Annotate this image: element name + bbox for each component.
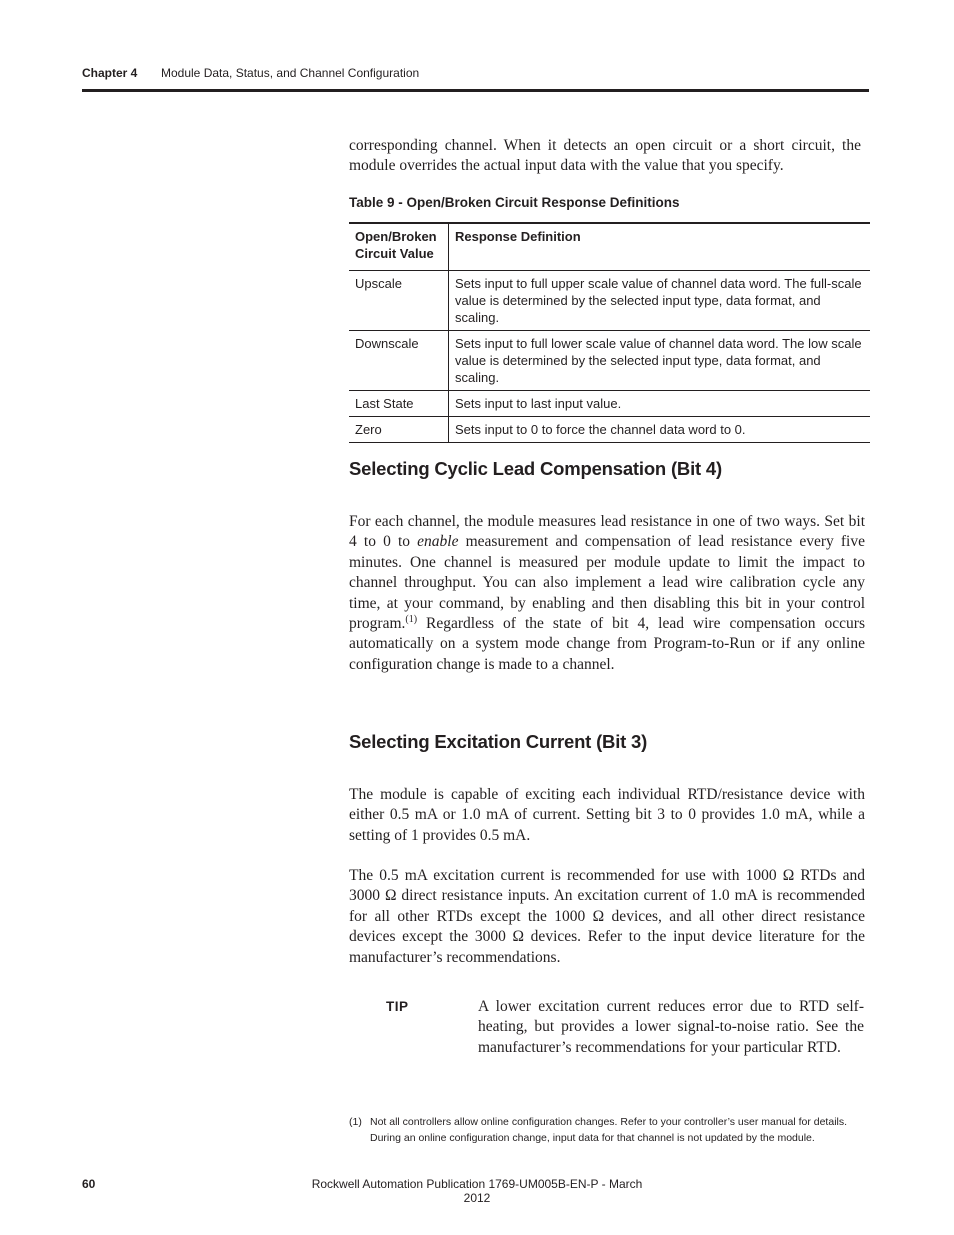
table-row [349,331,870,391]
intro-text: corresponding channel. When it detects an open circuit or a short circuit, the module overrides the actual input data with the value that you specify. [349,137,861,175]
column-header-value: Open/Broken Circuit Value [349,223,449,271]
table-cell-value: Last State [349,391,449,417]
column-header-definition: Response Definition [455,229,581,244]
lead-text-part2: measurement and compensation of lead resistance every five minutes. One channel is measured per module update to limit the impact to channel throughput. You can also implement a lead wire calibration cycle any time, at your command, by enabling and then disabling this bit in your control program. [349,533,865,633]
tip-label: TIP [386,999,409,1014]
excitation-paragraph-2 [349,866,865,968]
excitation-paragraph-1 [349,785,865,846]
excitation-text-1: The module is capable of exciting each individual RTD/resistance device with either 0.5 mA or 1.0 mA of current. Setting bit 3 to 0 provides 1.0 mA, while a setting of 1 provides 0.5 mA. [349,786,865,844]
footnote [349,1115,869,1146]
lead-compensation-paragraph [349,512,865,675]
publication-info: Rockwell Automation Publication 1769-UM005B-EN-P - March 2012 [311,1177,643,1205]
tip-text: A lower excitation current reduces error due to RTD self-heating, but provides a lower signal-to-noise ratio. See the manufacturer’s recommendations for your particular RTD. [478,998,864,1056]
table-caption: Table 9 - Open/Broken Circuit Response Definitions [349,195,680,210]
lead-text-part3: Regardless of the state of bit 4, lead wire compensation occurs automatically on a system mode change from Program-to-Run or if any online configuration change is made to a channel. [349,615,865,673]
table-row [349,417,870,443]
tip-text-block [478,997,864,1058]
table-cell-definition: Sets input to full upper scale value of channel data word. The full-scale value is determined by the selected input type, data format, and scaling. [449,271,871,331]
section-heading-excitation-current: Selecting Excitation Current (Bit 3) [349,731,648,752]
table-row [349,271,870,331]
excitation-text-2: The 0.5 mA excitation current is recommended for use with 1000 Ω RTDs and 3000 Ω direct resistance inputs. An excitation current of 1.0 mA is recommended for all other RTDs except the 1000 Ω devices, and all other direct resistance devices except the 3000 Ω devices. Refer to the input device literature for the manufacturer’s recommendations. [349,867,865,966]
lead-text-emphasis: enable [417,533,459,551]
table-cell-value: Downscale [349,331,449,391]
intro-paragraph [349,136,861,177]
page-number: 60 [82,1177,96,1191]
section-heading-lead-compensation: Selecting Cyclic Lead Compensation (Bit 4) [349,458,722,479]
chapter-label: Chapter 4 [82,66,138,80]
table-cell-value: Zero [349,417,449,443]
table-cell-definition: Sets input to 0 to force the channel data word to 0. [449,417,871,443]
chapter-title: Module Data, Status, and Channel Configuration [161,66,420,80]
table-row [349,391,870,417]
table-cell-definition: Sets input to last input value. [449,391,871,417]
lead-text-part1: For each channel, the module measures lead resistance in one of two ways. Set bit 4 to 0 to [349,513,865,551]
response-definitions-table [349,222,870,443]
footnote-text: Not all controllers allow online configuration changes. Refer to your controller’s user manual for details. During an online configuration change, input data for that channel is not updated by the module. [370,1116,848,1144]
header-rule [82,89,869,92]
table-cell-definition: Sets input to full lower scale value of channel data word. The low scale value is determined by the selected input type, data format, and scaling. [449,331,871,391]
footnote-reference[interactable]: (1) [405,613,418,625]
table-header-row [349,223,870,271]
table-cell-value: Upscale [349,271,449,331]
footnote-mark: (1) [349,1116,362,1128]
